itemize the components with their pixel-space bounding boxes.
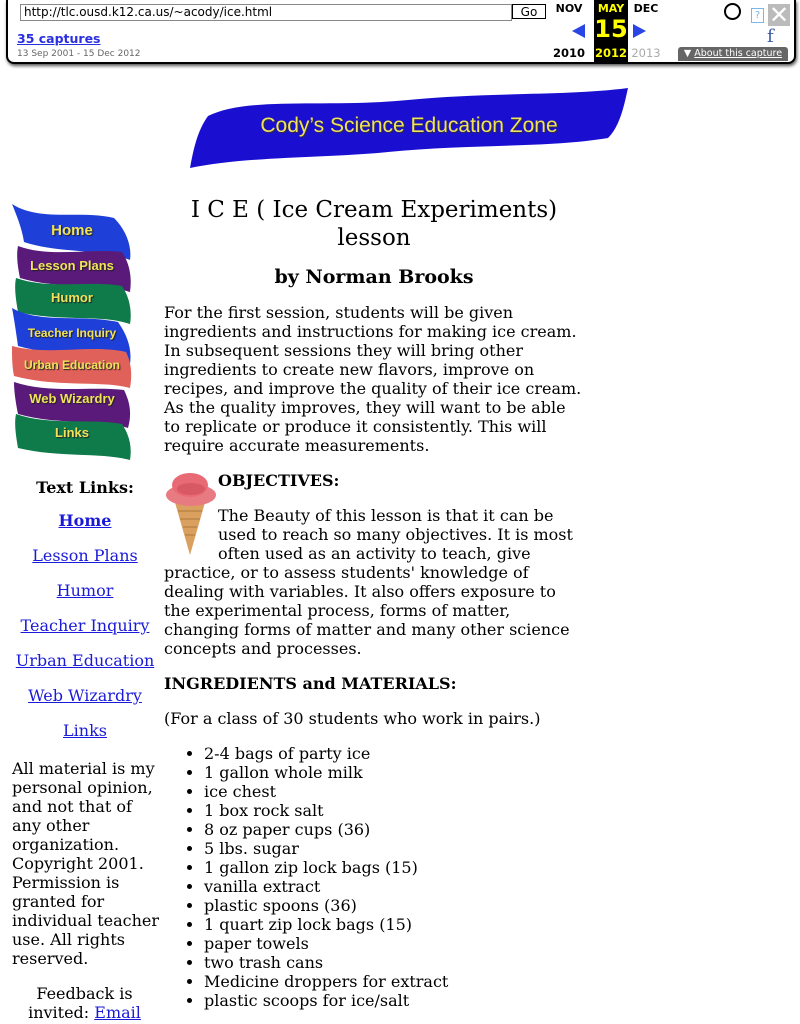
nav-image-label: Home: [51, 222, 93, 239]
ingredients-note: (For a class of 30 students who work in pairs.): [164, 709, 541, 728]
nav-image-label: Web Wizardry: [29, 391, 115, 406]
nav-image-label: Teacher Inquiry: [27, 326, 117, 340]
text-link-teacher-inquiry[interactable]: Teacher Inquiry: [20, 616, 150, 635]
about-capture-label: About this capture: [694, 48, 783, 59]
list-item: • 2-4 bags of party ice: [204, 744, 584, 763]
ice-cream-cone-image: [164, 471, 216, 556]
feedback-note: [12, 984, 157, 1022]
author-byline: by Norman Brooks: [274, 266, 474, 288]
feedback-text: Feedback is invited:: [28, 984, 133, 1022]
nav-image-home[interactable]: [10, 202, 134, 240]
text-links-heading: Text Links:: [36, 478, 134, 497]
copyright-disclaimer: All material is my personal opinion, and not that of any other organization. Copyright 2001. Permission is granted for individual teacher use. All rights reserved.: [12, 759, 160, 968]
nav-image-urban-education[interactable]: [10, 342, 134, 380]
current-year: 2012: [594, 46, 627, 60]
nav-image-teacher-inquiry[interactable]: [10, 306, 134, 344]
current-day: 15: [594, 15, 628, 43]
current-capture-column: [594, 0, 628, 62]
triangle-down-icon: ▼: [683, 48, 692, 59]
text-link-humor[interactable]: Humor: [56, 581, 114, 600]
banner-title: Cody’s Science Education Zone: [260, 114, 558, 137]
url-input[interactable]: http://tlc.ousd.k12.ca.us/~acody/ice.html: [20, 4, 512, 21]
facebook-icon[interactable]: f: [767, 26, 774, 47]
next-capture-column[interactable]: [629, 0, 663, 60]
list-item: • vanilla extract: [204, 877, 584, 896]
main-content: [164, 196, 584, 1010]
ingredients-heading: INGREDIENTS and MATERIALS:: [164, 674, 457, 693]
nav-image-label: Lesson Plans: [30, 258, 114, 273]
list-item: • 5 lbs. sugar: [204, 839, 584, 858]
captures-link[interactable]: 35 captures: [17, 31, 101, 46]
nav-image-label: Urban Education: [23, 358, 120, 372]
nav-image-links[interactable]: [10, 412, 134, 450]
current-month: MAY: [597, 2, 625, 15]
text-link-home[interactable]: Home: [58, 511, 112, 530]
objectives-paragraph: The Beauty of this lesson is that it can be used to reach so many objectives. It is most often used as an activity to teach, give practice, or to assess students' knowledge of dealing with variables. It also offers exposure to the experimental process, forms of matter, changing forms of matter and many other science concepts and processes.: [164, 506, 573, 658]
list-item: • plastic scoops for ice/salt: [204, 991, 584, 1010]
list-item: • plastic spoons (36): [204, 896, 584, 915]
nav-image-label: Links: [55, 425, 89, 440]
list-item: • 1 box rock salt: [204, 801, 584, 820]
about-capture-button[interactable]: [678, 47, 788, 61]
next-year: 2013: [631, 46, 661, 60]
text-link-lesson-plans[interactable]: Lesson Plans: [32, 546, 138, 565]
objectives-heading: OBJECTIVES:: [218, 471, 340, 490]
help-icon[interactable]: ?: [751, 8, 764, 23]
prev-capture-column[interactable]: [552, 0, 586, 60]
email-link[interactable]: Email: [94, 1003, 141, 1022]
image-nav: [10, 200, 134, 462]
page-title: I C E ( Ice Cream Experiments) lesson: [190, 197, 558, 251]
list-item: • two trash cans: [204, 953, 584, 972]
list-item: • 1 quart zip lock bags (15): [204, 915, 584, 934]
text-link-web-wizardry[interactable]: Web Wizardry: [28, 686, 142, 705]
list-item: • 1 gallon zip lock bags (15): [204, 858, 584, 877]
list-item: • Medicine droppers for extract: [204, 972, 584, 991]
capture-date-range: 13 Sep 2001 - 15 Dec 2012: [17, 49, 141, 59]
list-item: • 1 gallon whole milk: [204, 763, 584, 782]
text-links: [10, 478, 160, 756]
list-item: • paper towels: [204, 934, 584, 953]
go-button[interactable]: Go: [512, 4, 546, 19]
prev-month: NOV: [555, 2, 583, 15]
ice-cream-cone-icon: [164, 471, 216, 556]
close-icon[interactable]: ✕: [768, 1, 790, 29]
site-banner: [188, 86, 630, 170]
prev-year[interactable]: 2010: [552, 46, 585, 60]
text-link-links[interactable]: Links: [63, 721, 107, 740]
prev-arrow-icon[interactable]: [572, 24, 585, 38]
nav-image-label: Humor: [51, 290, 93, 305]
list-item: • ice chest: [204, 782, 584, 801]
list-item: • 8 oz paper cups (36): [204, 820, 584, 839]
intro-paragraph: For the first session, students will be given ingredients and instructions for making ice cream. In subsequent sessions they will bring other ingredients to create new flavors, improve on recipes, and improve the quality of their ice cream. As the quality improves, they will want to be able to replicate or produce it consistently. This will require accurate measurements.: [164, 303, 582, 455]
text-link-urban-education[interactable]: Urban Education: [15, 651, 155, 670]
next-month: DEC: [633, 2, 659, 15]
loading-circle-icon: [724, 3, 741, 20]
wayback-toolbar: [6, 0, 796, 64]
next-arrow-icon[interactable]: [633, 24, 646, 38]
ingredients-list: [164, 744, 584, 1010]
nav-image-lesson-plans[interactable]: [10, 242, 134, 280]
